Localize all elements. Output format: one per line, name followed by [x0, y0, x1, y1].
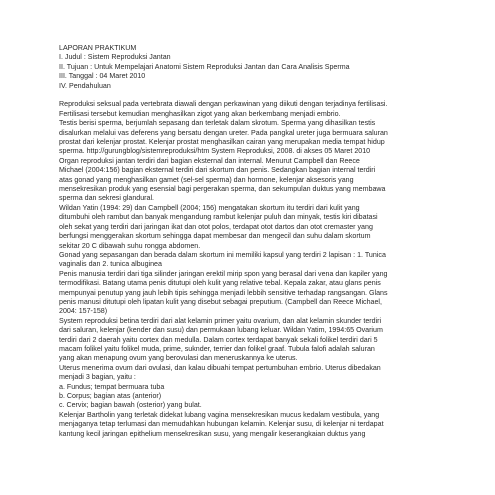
list-item: c. Cervix; bagian bawah (osterior) yang bulat. [59, 401, 202, 410]
report-tanggal: III. Tanggal : 04 Maret 2010 [59, 72, 146, 81]
text-line: Michael (2004:156) bagian eksternal terdiri dari skortum dan penis. Sedangkan bagian internal terdiri [59, 166, 376, 175]
text-line: prostat dari kelenjar prostat. Kelenjar prostat menghasilkan cairan yang merupakan media tempat hidup [59, 138, 385, 147]
text-line: sekitar 20 C dibawah suhu rongga abdomen. [59, 241, 201, 250]
report-judul: I. Judul : Sistem Reproduksi Jantan [59, 53, 171, 62]
text-line: yang akan menapung ovum yang berovulasi dan meneruskannya ke uterus. [59, 354, 298, 363]
section-heading: IV. Pendahuluan [59, 81, 111, 90]
text-line: Kelenjar Bartholin yang terletak didekat lubang vagina mensekresikan mucus kedalam vestibula, yang [59, 410, 380, 419]
report-title: LAPORAN PRAKTIKUM [59, 44, 137, 52]
report-tujuan: II. Tujuan : Untuk Mempelajari Anatomi Sistem Reproduksi Jantan dan Cara Analisis Sperma [59, 62, 350, 71]
text-line: menjaganya tetap terlumasi dan memudahkan hubungan kelamin. Kelenjar susu, di kelenjar ni terdapat [59, 420, 384, 429]
text-line: menjadi 3 bagian, yaitu : [59, 373, 136, 382]
text-line: oleh sekat yang terdiri dari jaringan ikat dan otot polos, terdapat otot dartos dan otot cremaster yang [59, 222, 373, 231]
text-line: ditumbuhi oleh rambut dan banyak mengandung rambut kelenjar puluh dan minyak, testis kiri dibatasi [59, 213, 378, 222]
text-line: Wildan Yatin (1994: 29) dan Campbell (2004; 156) mengatakan skortum itu terdiri dari kulit yang [59, 203, 360, 212]
text-line: terdiri dari 2 daerah yaitu cortex dan medulla. Dalam cortex terdapat banyak sekali folikel terdiri dari 5 [59, 335, 378, 344]
text-line: sperma dan sekresi glandural. [59, 194, 155, 203]
text-line: System reproduksi betina terdiri dari alat kelamin primer yaitu ovarium, dan alat kelamin skunder terdiri [59, 316, 382, 325]
text-line: kantung kecil jaringan epithelium mensekresikan susu, yang mengalir keserangkaian duktus yang [59, 429, 366, 438]
text-line: sperma. http://gurungblog/sistemreproduksi/htm System Reproduksi, 2008. di akses 05 Maret 2010 [59, 147, 371, 156]
report-body [59, 100, 439, 439]
text-line: 2004: 157-158) [59, 307, 108, 316]
document-page [59, 44, 439, 439]
text-line: Gonad yang sepasangan dan berada dalam skortum ini memiliki kapsul yang terdiri 2 lapisan : 1. Tunica [59, 250, 386, 259]
text-line: Reproduksi seksual pada vertebrata diawali dengan perkawinan yang diikuti dengan terjadinya fertilisasi. [59, 100, 388, 109]
text-line: vaginalis dan 2. tunica albuginea [59, 260, 162, 269]
list-item: a. Fundus; tempat bermuara tuba [59, 382, 165, 391]
text-line: disalurkan melalui vas deferens yang bersatu dengan ureter. Pada pangkal ureter juga bermuara saluran [59, 128, 388, 137]
text-line: mempunyai penutup yang jauh lebih tipis sehingga menjadi lebbih sensitive terhadap rangsangan. Glans [59, 288, 388, 297]
text-line: mensekresikan produk yang esensial bagi pergerakan sperma, dan sekumpulan duktus yang membawa [59, 185, 386, 194]
text-line: Penis manusia terdiri dari tiga silinder jaringan erektil mirip spon yang berasal dari vena dan kapiler yang [59, 269, 388, 278]
report-header [59, 44, 439, 91]
text-line: Testis berisi sperma, berjumlah sepasang dan terletak dalam skrotum. Sperma yang dihasilkan testis [59, 119, 376, 128]
text-line: berfungsi menggerakan skortum sehingga dapat membesar dan mengecil dan suhu dalam skortum [59, 232, 371, 241]
list-item: b. Corpus; bagian atas (anterior) [59, 392, 162, 401]
text-line: dari saluran, kelenjar (kender dan susu) dan permukaan lubang keluar. Wildan Yatim, 1994:65 Ovarium [59, 326, 383, 335]
text-line: atas gonad yang menghasilkan gamet (sel-sel sperma) dan hormone, kelenjar aksesoris yang [59, 175, 354, 184]
text-line: Organ reproduksi jantan terdiri dari bagian eksternal dan internal. Menurut Campbell dan Reece [59, 156, 360, 165]
text-line: macam folikel yaitu folikel muda, prime, suknder, terrier dan folikel graaf. Tubula falofi adalah saluran [59, 344, 375, 353]
text-line: penis manusi ditutupi oleh lipatan kulit yang disebut sebagai preputium. (Campbell dan Reece Michael, [59, 297, 382, 306]
text-line: Uterus menerima ovum dari ovulasi, dan kalau dibuahi tempat pertumbuhan embrio. Uterus dibedakan [59, 363, 381, 372]
text-line: termodifikasi. Batang utama penis ditutupi oleh kulit yang relative tebal. Kepala zakar, atau glans penis [59, 279, 381, 288]
text-line: Fertilisasi tersebut kemudian menghasilkan zigot yang akan berkembang menjadi embrio. [59, 109, 341, 118]
